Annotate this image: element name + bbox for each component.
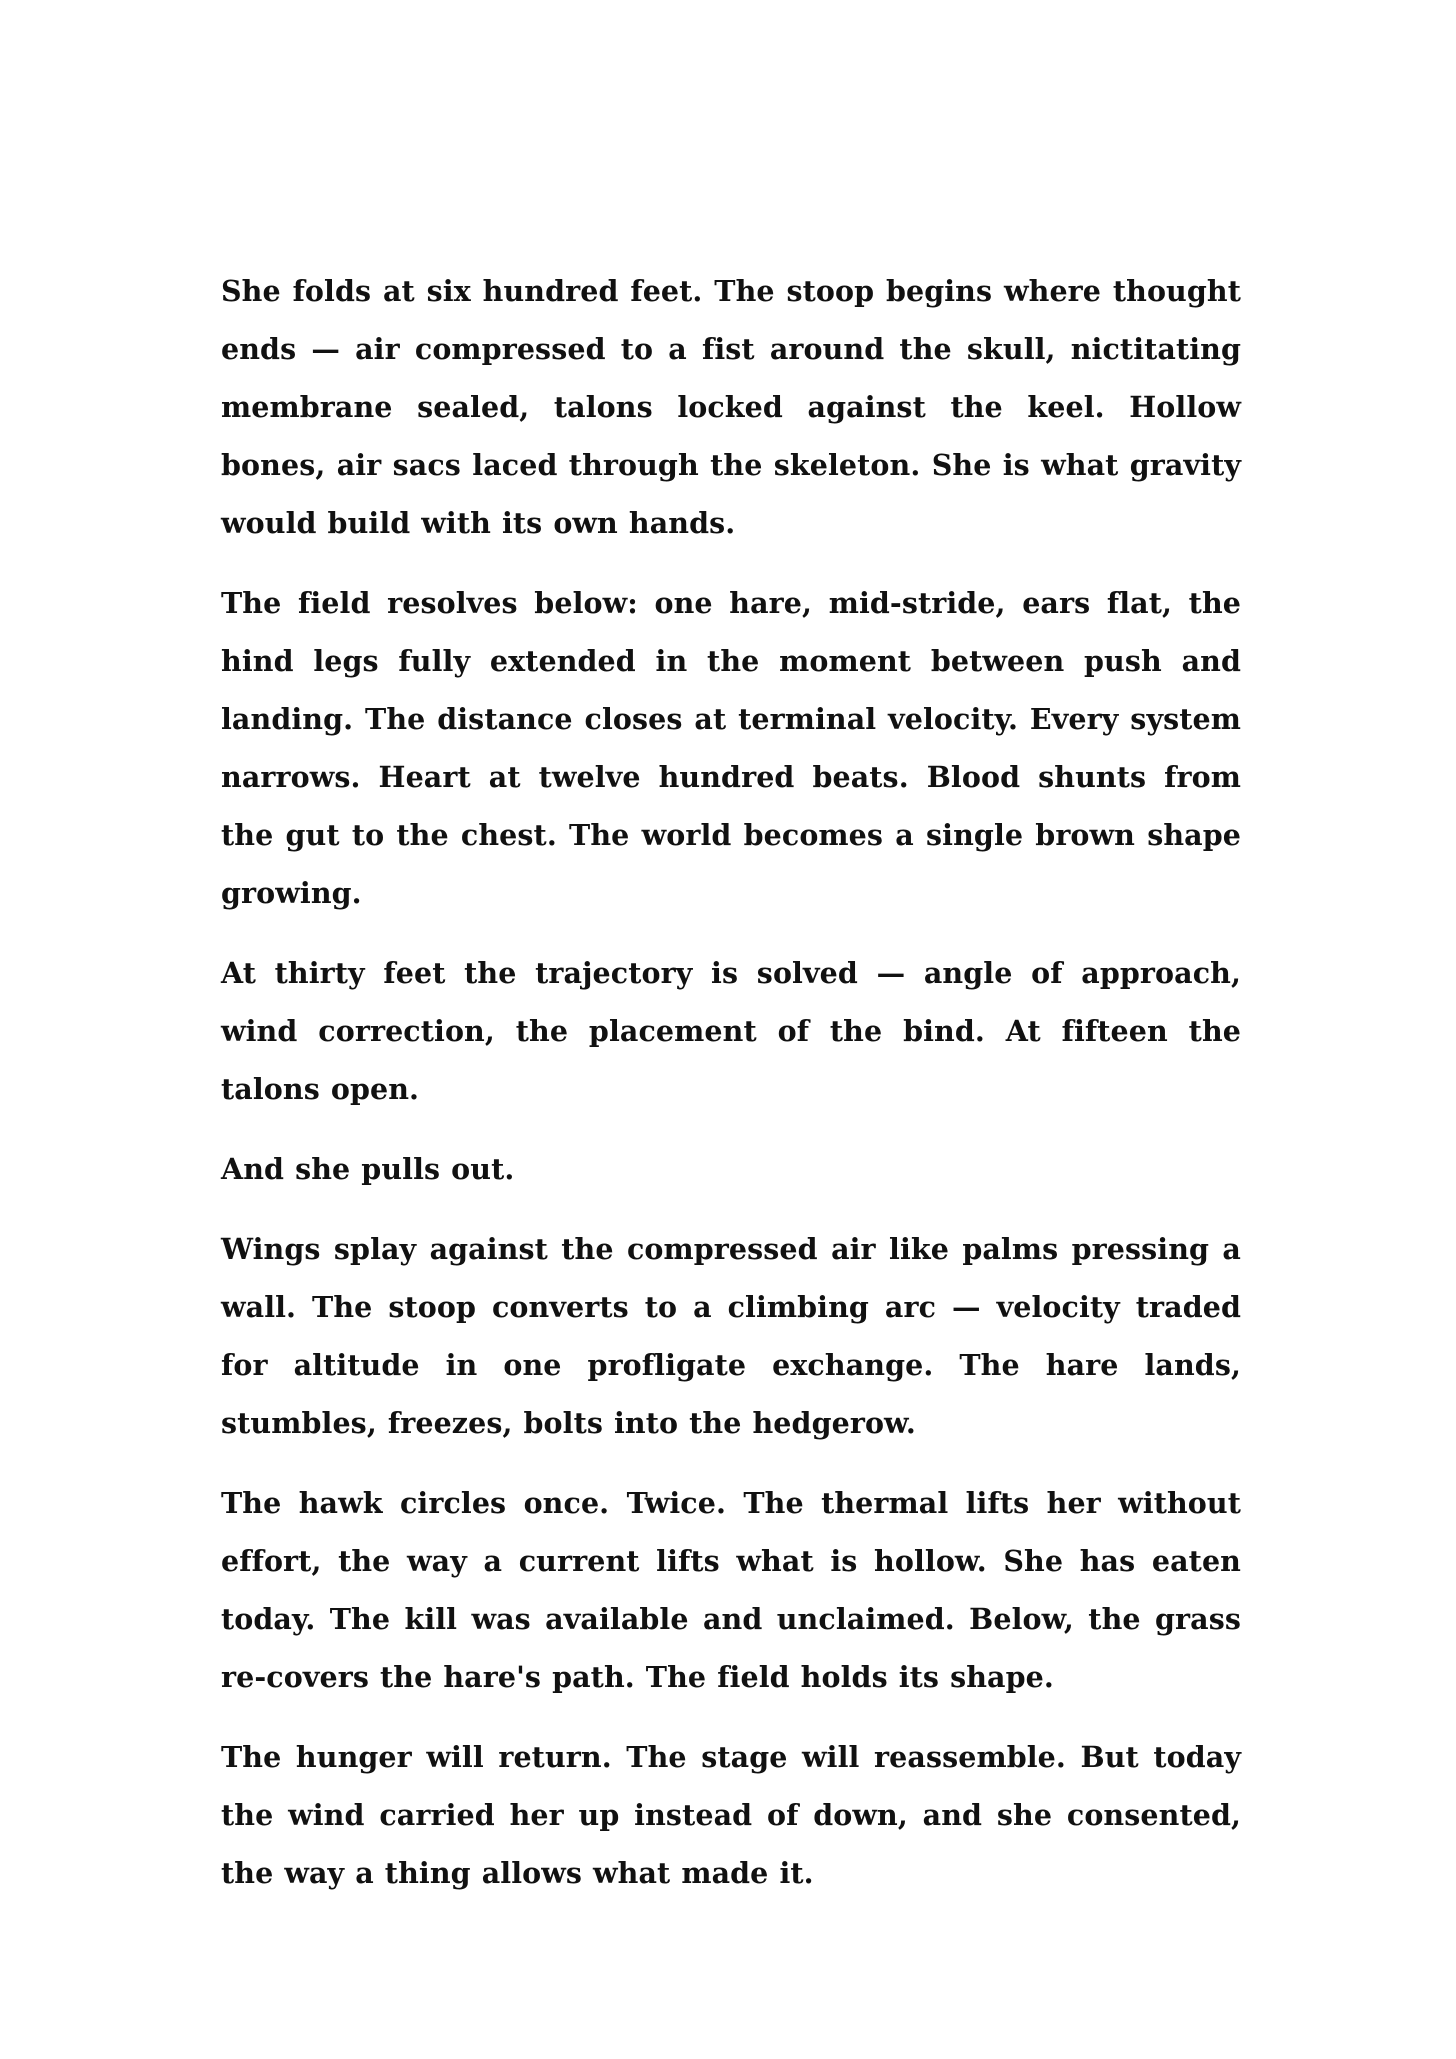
paragraph-stoop: She folds at six hundred feet. The stoop begins where thought ends — air compressed to a fist around the skull, nictitating membrane sealed, talons locked against the keel. Hollow bones, air sacs laced through the skeleton. She is what gravity would build with its own hands.	[221, 274, 1241, 540]
body-text	[221, 262, 1241, 1902]
paragraph-trajectory: At thirty feet the trajectory is solved — angle of approach, wind correction, the placement of the bind. At fifteen the talons open.	[221, 956, 1241, 1106]
paragraph-circles: The hawk circles once. Twice. The thermal lifts her without effort, the way a current lifts what is hollow. She has eaten today. The kill was available and unclaimed. Below, the grass re-covers the hare's path. The field holds its shape.	[221, 1486, 1241, 1694]
paragraph-pull-out: And she pulls out.	[221, 1152, 515, 1186]
paragraph-hunger: The hunger will return. The stage will reassemble. But today the wind carried her up instead of down, and she consented, the way a thing allows what made it.	[221, 1740, 1241, 1890]
paragraph-field: The field resolves below: one hare, mid-stride, ears flat, the hind legs fully extended in the moment between push and landing. The distance closes at terminal velocity. Every system narrows. Heart at twelve hundred beats. Blood shunts from the gut to the chest. The world becomes a single brown shape growing.	[221, 586, 1241, 910]
paragraph-wings: Wings splay against the compressed air like palms pressing a wall. The stoop converts to a climbing arc — velocity traded for altitude in one profligate exchange. The hare lands, stumbles, freezes, bolts into the hedgerow.	[221, 1232, 1241, 1440]
